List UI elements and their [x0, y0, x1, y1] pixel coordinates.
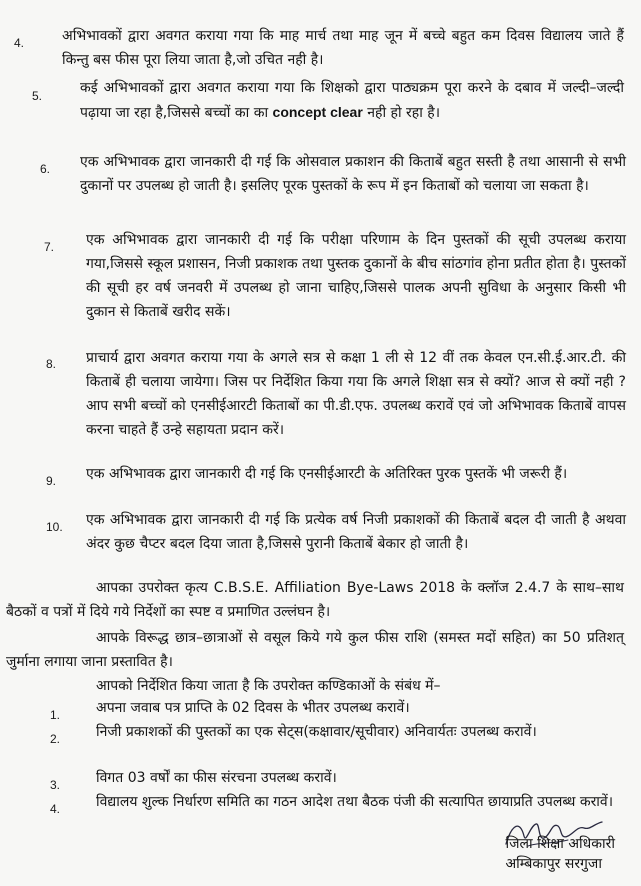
directive-text: विद्यालय शुल्क निर्धारण समिति का गठन आदेश तथा बैठक पंजी की सत्यापित छायाप्रति उपलब्ध करावें।: [96, 794, 614, 810]
item-number: 8.: [46, 357, 57, 371]
directive-text: निजी प्रकाशकों की पुस्तकों का एक सेट्स(कक्षावार/सूचीवार) अनिवार्यतः उपलब्ध करावें।: [96, 724, 537, 740]
item-text-english: concept clear: [272, 104, 363, 120]
directive-number: 1.: [50, 708, 61, 722]
item-text: एक अभिभावक द्वारा जानकारी दी गई कि परीक्षा परिणाम के दिन पुस्तकों की सूची उपलब्ध कराया गया,जिससे स्कूल प्रशासन, निजी प्रकाशक तथा पुस्तक दुकानों के बीच सांठगांव होना प्रतीत होता है। पुस्तकों की सूची हर वर्ष जनवरी में उपलब्ध हो जाना चाहिए,जिससे पालक अपनी सुविधा के अनुसार किसी भी दुकान से किताबें खरीद सकें।: [86, 232, 626, 320]
violation-paragraph: आपका उपरोक्त कृत्य C.B.S.E. Affiliation Bye-Laws 2018 के क्लॉज 2.4.7 के साथ–साथ बैठकों व पत्रों में दिये गये निर्देशों का स्पष्ट व प्रमाणित उल्लंघन है।: [6, 580, 624, 620]
directive-number: 4.: [50, 802, 61, 816]
item-number: 7.: [44, 240, 55, 254]
signatory-title: जिला शिक्षा अधिकारी: [505, 836, 615, 852]
item-number: 6.: [40, 162, 51, 176]
item-text: [80, 76, 624, 125]
signatory-office: अम्बिकापुर सरगुजा: [505, 856, 602, 872]
item-text: एक अभिभावक द्वारा जानकारी दी गई कि एनसीईआरटी के अतिरिक्त पुरक पुस्तकें भी जरूरी हैं।: [86, 466, 568, 482]
item-text: एक अभिभावक द्वारा जानकारी दी गई कि प्रत्येक वर्ष निजी प्रकाशकों की किताबें बदल दी जाती है अथवा अंदर कुछ चैप्टर बदल दिया जाता है,जिससे पुरानी किताबें बेकार हो जाती है।: [86, 512, 626, 552]
item-text-part: नही हो रहा है।: [367, 105, 441, 121]
item-text-part: कई अभिभावकों द्वारा अवगत कराया गया कि शिक्षको द्वारा पाठ्यक्रम पूरा करने के दबाव में जल्दी–जल्दी पढ़ाया जा रहा है,जिससे बच्चों का का: [80, 80, 624, 121]
item-text: अभिभावकों द्वारा अवगत कराया गया कि माह मार्च तथा माह जून में बच्चे बहुत कम दिवस विद्यालय जाते हैं किन्तु बस फीस पूरा लिया जाता है,जो उचित नही है।: [62, 28, 624, 68]
item-number: 5.: [32, 89, 43, 103]
item-number: 9.: [46, 474, 57, 488]
directive-number: 3.: [50, 778, 61, 792]
item-number: 4.: [14, 36, 25, 50]
directive-text: अपना जवाब पत्र प्राप्ति के 02 दिवस के भीतर उपलब्ध करावें।: [96, 700, 410, 716]
directive-text: विगत 03 वर्षों का फीस संरचना उपलब्ध करावें।: [96, 770, 337, 786]
penalty-paragraph: आपके विरूद्ध छात्र–छात्राओं से वसूल किये गये कुल फीस राशि (समस्त मदों सहित) का 50 प्रतिशत् जुर्माना लगाया जाना प्रस्तावित है।: [6, 630, 624, 670]
directive-intro: आपको निर्देशित किया जाता है कि उपरोक्त कण्डिकाओं के संबंध में–: [96, 678, 441, 694]
item-number: 10.: [46, 520, 63, 534]
directive-number: 2.: [50, 732, 61, 746]
item-text: प्राचार्य द्वारा अवगत कराया गया के अगले सत्र से कक्षा 1 ली से 12 वीं तक केवल एन.सी.ई.आर.टी. की किताबें ही चलाया जायेगा। जिस पर निर्देशित किया गया कि अगले शिक्षा सत्र से क्यों? आज से क्यों नही ? आप सभी बच्चों को एनसीईआरटी किताबों का पी.डी.एफ. उपलब्ध करावें एवं जो अभिभावक किताबें वापस करना चाहते हैं उन्हे सहायता प्रदान करें।: [86, 350, 626, 438]
signature-block: [505, 834, 615, 874]
item-text: एक अभिभावक द्वारा जानकारी दी गई कि ओसवाल प्रकाशन की किताबें बहुत सस्ती है तथा आसानी से सभी दुकानों पर उपलब्ध हो जाती है। इसलिए पूरक पुस्तकों के रूप में इन किताबों को चलाया जा सकता है।: [80, 154, 626, 194]
